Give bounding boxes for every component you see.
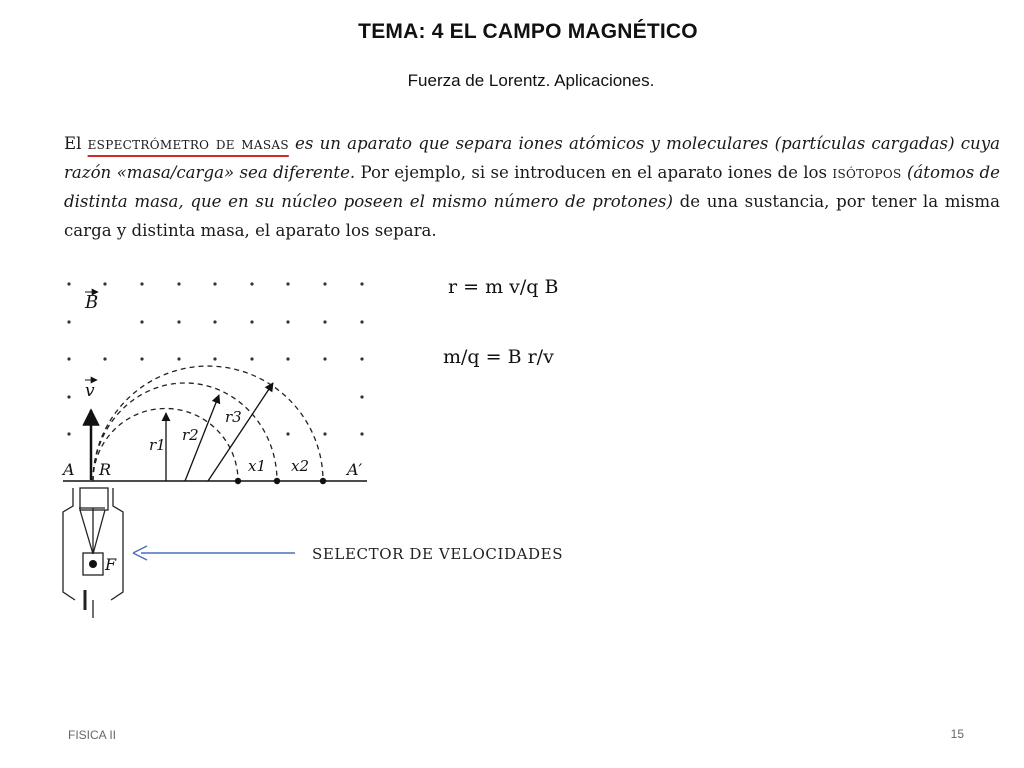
paragraph-intro: El [64,134,88,153]
landing-point-2 [274,478,280,484]
paragraph-part2: Por ejemplo, si se introducen en el aparato iones de los [355,163,833,182]
mass-spectrometer-diagram [55,270,575,630]
paragraph-part1: es un aparato que separa iones atómicos y moleculares (partículas cargadas) cuya razón «masa/carga» sea diferente. [64,134,1000,182]
slide-title: TEMA: 4 EL CAMPO MAGNÉTICO [358,20,698,43]
source-label: F [105,555,117,574]
point-r-label: R [99,460,112,479]
footer-course: FISICA II [68,728,117,742]
point-a-label: A [63,460,75,479]
radius-label-2: r2 [182,426,199,444]
formula-radius: r = m v/q B [448,276,559,298]
term-spectrometer: espectrómetro de masas [87,134,289,153]
radius-label-1: r1 [149,436,166,454]
field-label: B [85,292,99,313]
point-a-prime-label: A′ [347,460,363,479]
magnetic-field-dots [67,282,363,435]
velocity-selector [63,488,123,618]
slide-subtitle: Fuerza de Lorentz. Aplicaciones. [407,71,655,90]
radius-label-3: r3 [225,408,242,426]
paragraph-part4: de una sustancia, por tener la misma carga y distinta masa, el aparato los separa. [64,192,1000,240]
term-isotopes: isótopos [832,163,902,182]
velocity-selector-label: SELECTOR DE VELOCIDADES [312,545,564,563]
description-paragraph [64,129,1000,245]
distance-label-1: x1 [248,457,267,475]
formula-ratio: m/q = B r/v [443,346,554,368]
velocity-label: v [85,381,95,401]
ion-source-point [89,560,97,568]
landing-point-1 [235,478,241,484]
paragraph-part3: (átomos de distinta masa, que en su núcleo poseen el mismo número de protones) [64,163,1000,211]
landing-point-3 [320,478,326,484]
page-number: 15 [950,727,964,741]
distance-label-2: x2 [291,457,310,475]
